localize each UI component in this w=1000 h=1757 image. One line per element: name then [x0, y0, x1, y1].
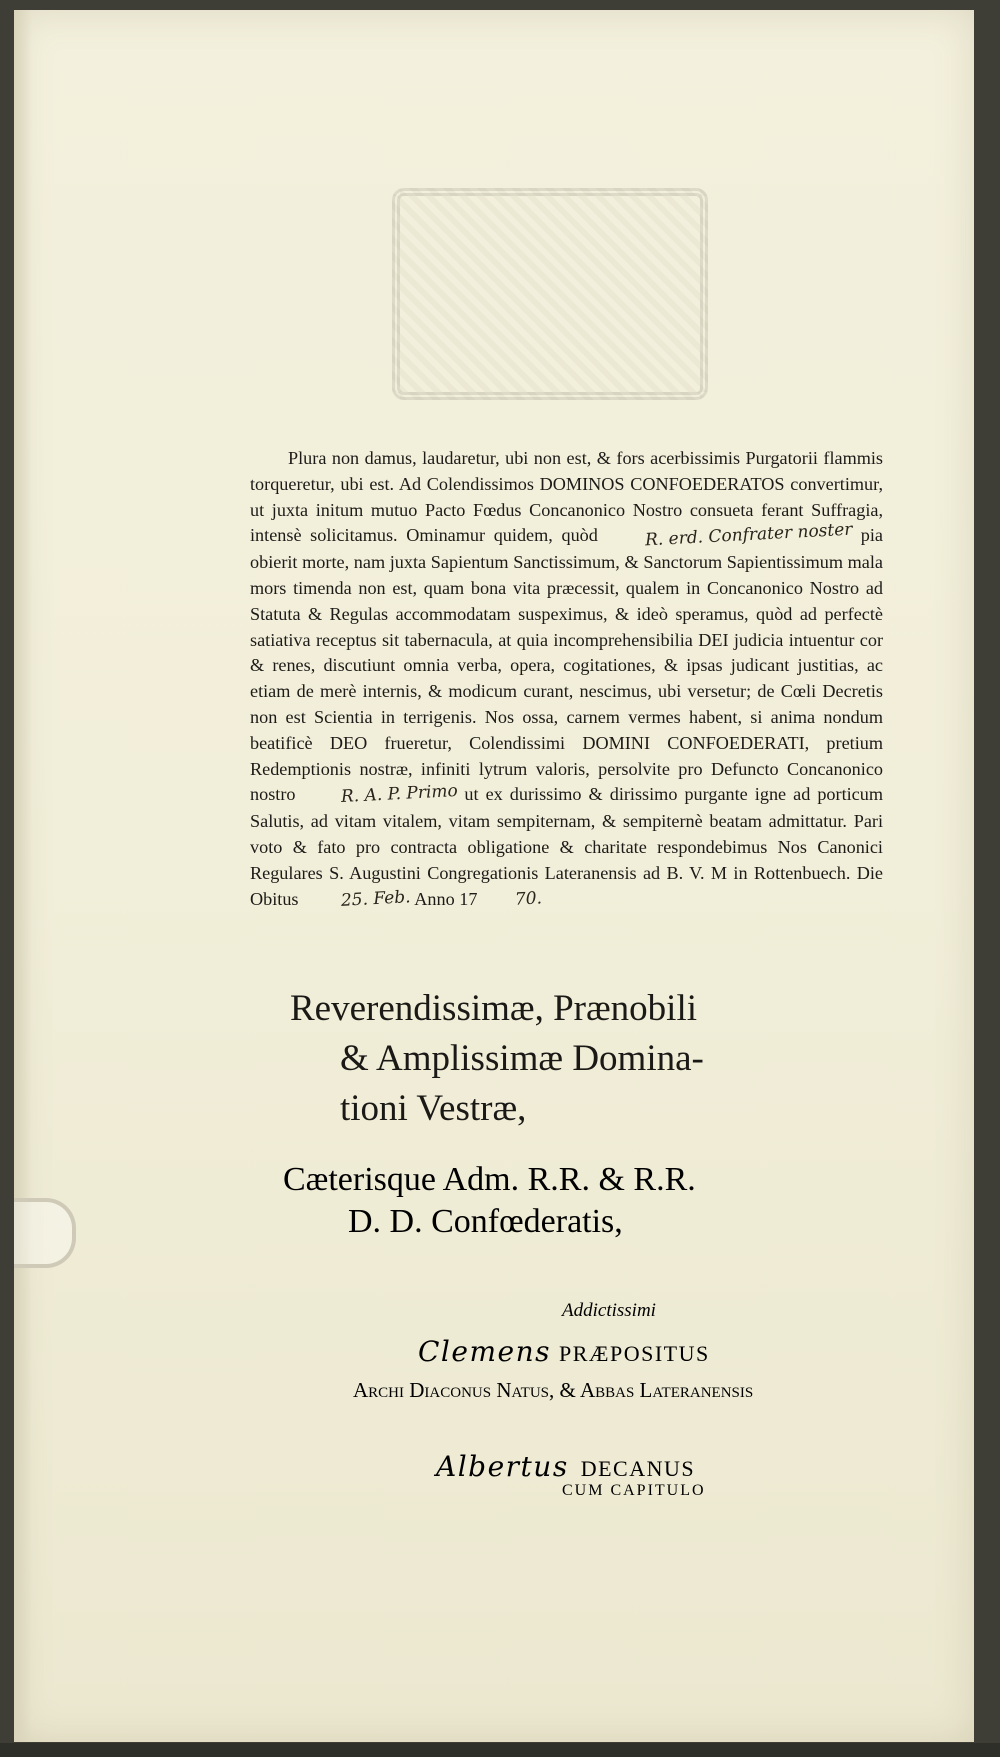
address-block — [290, 984, 704, 1134]
address-line-2: & Amplissimæ Domina- — [340, 1038, 704, 1079]
body-paragraph — [250, 446, 883, 913]
addictissimi-label: Addictissimi — [562, 1300, 656, 1321]
page-bottom-edge — [0, 1743, 1000, 1757]
address-line-1: Reverendissimæ, Prænobili — [290, 988, 697, 1029]
decanus-line — [436, 1450, 695, 1483]
body-text-part-3: ut ex durissimo & dirissimo purgante igne ad porticum Salutis, ad vitam vitalem, vitam sempiternam, & sempiternè beatam admittatur. Pari voto & fato pro contracta obligatione & charitate respondebimus Nos Canonici Regulares S. Augustini Congregationis Lateranensis ad B. V. M in Rottenbuech. Die Obitus — [250, 784, 883, 909]
praepositus-line — [418, 1335, 710, 1368]
archi-diaconus-line: Archi Diaconus Natus, & Abbas Lateranensis — [353, 1378, 754, 1402]
body-text-part-1: Plura non damus, laudaretur, ubi non est, & fors acerbissimis Purgatorii flammis torqueretur, ubi est. Ad Colendissimos DOMINOS CONFOEDERATOS convertimur, ut juxta initum mutuo Pacto Fœdus Concanonico Nostro consueta ferant Suffragia, intensè solicitamus. Ominamur quidem, quòd — [250, 448, 883, 546]
handwritten-name-2: R. A. P. Primo — [339, 781, 458, 808]
cum-capitulo-line: CUM CAPITULO — [562, 1482, 706, 1499]
address-line-5: D. D. Confœderatis, — [348, 1203, 623, 1240]
binding-clip — [14, 1198, 76, 1268]
address-line-3: tioni Vestræ, — [340, 1088, 527, 1129]
handwritten-name-1: R. erd. Confrater noster — [644, 519, 853, 551]
handwritten-signature-albertus: Albertus — [436, 1450, 569, 1483]
address-line-4: Cæterisque Adm. R.R. & R.R. — [283, 1161, 696, 1198]
handwritten-date: 25. Feb. — [340, 886, 412, 911]
body-text-part-2: pia obierit morte, nam juxta Sapientum Sanctissimum, & Sanctorum Sapientissimum mala mors timenda non est, quam bona vita præcessit, qualem in Concanonico Nostro ad Statuta & Regulas accommodatam suspeximus, & ideò speramus, quòd ad perfectè satiativa receptus sit tabernacula, at quia incomprehensibilia DEI judicia intuentur cor & renes, discutiunt omnia verba, opera, cogitationes, & ipsas judicant justitias, ac etiam de merè internis, & modicum curant, nescimus, ubi versetur; de Cœli Decretis non est Scientia in terrigenis. Nos ossa, carnem vermes habent, si anima nondum beatificè DEO frueretur, Colendissimi DOMINI CONFOEDERATI, pretium Redemptionis nostræ, infiniti lytrum valoris, persolvite pro Defuncto Concanonico nostro — [250, 525, 884, 805]
praepositus-title: PRÆPOSITUS — [558, 1341, 710, 1366]
anno-label: Anno 17 — [414, 888, 478, 909]
bleed-through-ornament — [392, 188, 708, 400]
handwritten-year: 70. — [514, 887, 543, 910]
handwritten-signature-clemens: Clemens — [418, 1335, 551, 1368]
decanus-title: DECANUS — [580, 1456, 696, 1481]
